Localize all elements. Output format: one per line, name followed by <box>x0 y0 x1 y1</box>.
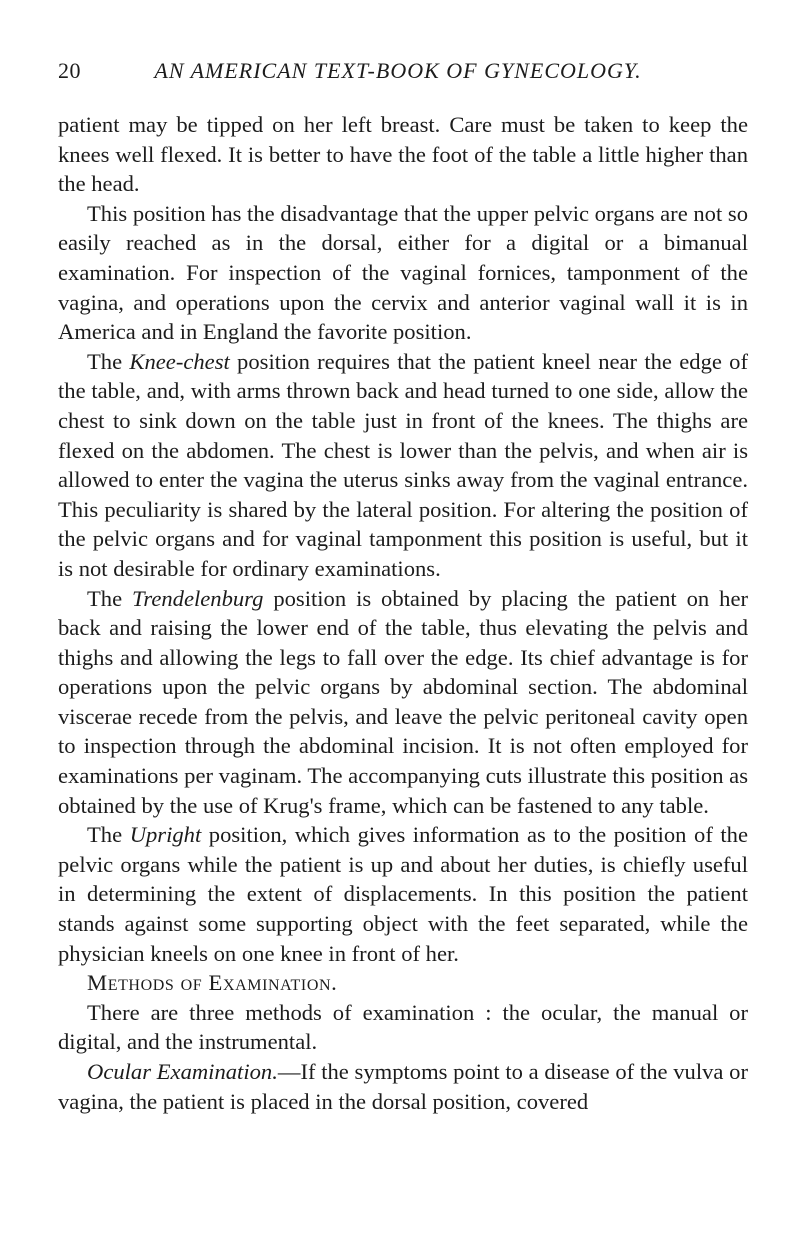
page-number: 20 <box>58 58 81 83</box>
lead-prefix: The <box>87 585 133 611</box>
running-head <box>58 58 738 88</box>
paragraph-text: position is obtained by placing the patient on her back and raising the lower end of the table, thus elevating the pelvis and thighs and allowing the legs to fall over the edge. Its chief advantage is for operations upon the pelvic organs by abdominal section. The abdominal viscerae recede from the pelvis, and leave the pelvic peritoneal cavity open to inspection through the abdominal incision. It is not often employed for examinations per vaginam. The accompanying cuts illustrate this position as obtained by the use of Krug's frame, which can be fastened to any table. <box>58 585 748 818</box>
paragraph-text: position, which gives information as to the position of the pelvic organs while the patient is up and about her duties, is chiefly useful in determining the extent of displacements. In this position the patient stands against some supporting object with the feet separated, while the physician kneels on one knee in front of her. <box>58 822 748 966</box>
paragraph-trendelenburg <box>58 584 748 821</box>
lead-prefix: The <box>87 822 130 848</box>
term-knee-chest: Knee-chest <box>129 348 230 374</box>
paragraph-three-methods <box>58 998 748 1057</box>
paragraph-lateral-disadvantage <box>58 199 748 347</box>
paragraph-continued <box>58 110 748 199</box>
body-text <box>58 110 748 1116</box>
paragraph-upright <box>58 820 748 968</box>
term-ocular-examination: Ocular Examination. <box>87 1059 278 1084</box>
paragraph-text: position requires that the patient kneel near the edge of the table, and, with arms thrown back and head turned to one side, allow the chest to sink down on the table just in front of the knees. The thighs are flexed on the abdomen. The chest is lower than the pelvis, and when air is allowed to enter the vagina the uterus sinks away from the vaginal entrance. This peculiarity is shared by the lateral position. For altering the position of the pelvic organs and for vaginal tamponment this position is useful, but it is not desirable for ordinary examinations. <box>58 348 748 581</box>
paragraph-ocular-examination <box>58 1057 748 1116</box>
paragraph-text: —If the symptoms point to a disease of the vulva or vagina, the patient is placed in the dorsal position, covered <box>58 1059 748 1114</box>
paragraph-text: There are three methods of examination : the ocular, the manual or digital, and the instrumental. <box>58 999 748 1055</box>
section-heading: Methods of Examination. <box>87 970 338 996</box>
lead-prefix: The <box>87 348 130 374</box>
book-title: AN AMERICAN TEXT-BOOK OF GYNECOLOGY. <box>154 58 642 83</box>
term-trendelenburg: Trendelenburg <box>132 585 264 611</box>
paragraph-knee-chest <box>58 347 748 584</box>
term-upright: Upright <box>129 822 202 848</box>
paragraph-text: patient may be tipped on her left breast. Care must be taken to keep the knees well flexed. It is better to have the foot of the table a little higher than the head. <box>58 112 748 197</box>
paragraph-text: This position has the disadvantage that the upper pelvic organs are not so easily reached as in the dorsal, either for a digital or a bimanual examination. For inspection of the vaginal fornices, tamponment of the vagina, and operations upon the cervix and anterior vaginal wall it is in America and in England the favorite position. <box>58 200 748 345</box>
